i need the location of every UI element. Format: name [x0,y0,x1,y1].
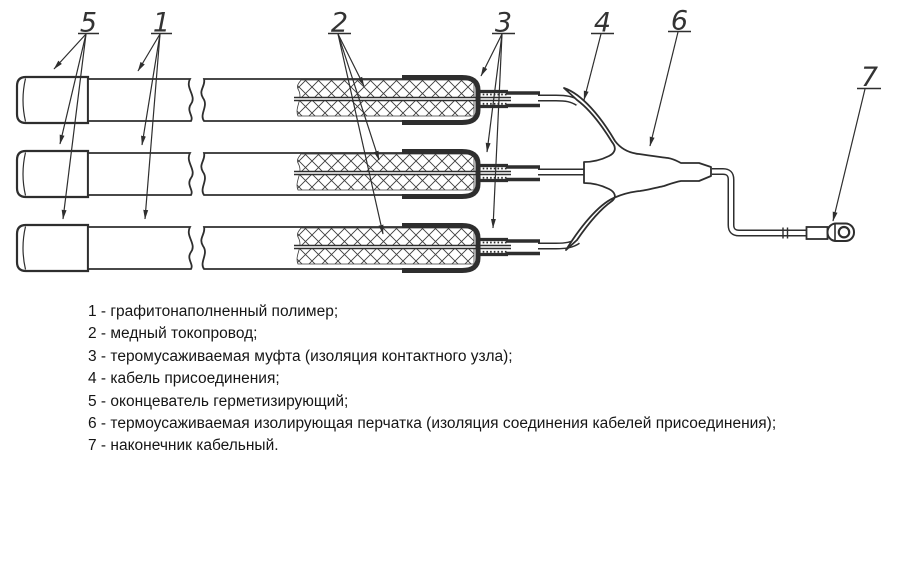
callout-label-4: 4 [593,7,612,39]
callout-6 [650,6,691,147]
callout-label-7: 7 [860,62,879,93]
callout-label-3: 3 [494,7,513,39]
callout-7 [833,62,881,221]
legend-item-6: 6 - термоусаживаемая изолирующая перчатка (изоляция соединения кабелей присоединения); [88,414,777,432]
electrode-rod-2 [17,151,540,197]
callout-label-5: 5 [79,7,98,39]
output-cable [712,172,829,240]
legend-item-7: 7 - наконечник кабельный. [88,437,279,455]
legend-item-4: 4 - кабель присоединения; [88,370,280,388]
callout-label-1: 1 [152,7,171,39]
electrode-rod-1 [17,77,540,123]
legend-item-3: 3 - теромусаживаемая муфта (изоляция контактного узла); [88,347,513,365]
callout-label-2: 2 [330,7,349,39]
callout-3 [481,8,515,229]
legend-item-1: 1 - графитонаполненный полимер; [88,303,339,320]
electrode-rod-3 [17,225,540,271]
legend-item-5: 5 - оконцеватель герметизирующий; [88,392,349,410]
callout-label-6: 6 [670,5,689,37]
legend [88,301,776,458]
cable-lug [828,224,855,242]
cable-glove [564,88,711,250]
callout-4 [584,8,614,101]
legend-item-2: 2 - медный токопровод; [88,325,258,343]
